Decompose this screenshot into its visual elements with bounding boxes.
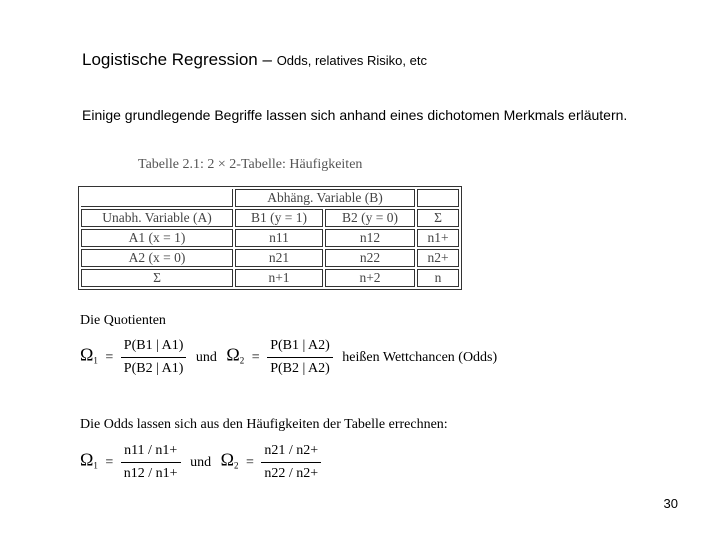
- fraction-freq-1: [121, 443, 181, 482]
- table-cell: n: [417, 269, 459, 287]
- omega-symbol: Ω: [80, 449, 94, 470]
- table-row: [81, 269, 459, 287]
- omega-symbol: Ω: [226, 344, 240, 365]
- table-cell: n2+: [417, 249, 459, 267]
- table-row: [81, 249, 459, 267]
- table-cell: Unabh. Variable (A): [81, 209, 233, 227]
- table-cell: B2 (y = 0): [325, 209, 415, 227]
- table-row: [81, 229, 459, 247]
- equals-sign: =: [105, 349, 114, 365]
- odds-formula-probabilities: [80, 338, 503, 377]
- und-word: und: [190, 454, 212, 470]
- table-cell-blank-sum: [417, 189, 459, 207]
- slide-title: [82, 50, 427, 70]
- table-cell: n22: [325, 249, 415, 267]
- table-caption: Tabelle 2.1: 2 × 2-Tabelle: Häufigkeiten: [138, 157, 363, 172]
- table-cell: n+2: [325, 269, 415, 287]
- table-cell: A1 (x = 1): [81, 229, 233, 247]
- subscript: 1: [93, 355, 98, 366]
- table-cell: n11: [235, 229, 323, 247]
- numerator: P(B1 | A1): [121, 338, 187, 358]
- table-cell: n12: [325, 229, 415, 247]
- denominator: P(B2 | A1): [123, 361, 184, 376]
- table-cell: n21: [235, 249, 323, 267]
- table-cell: B1 (y = 1): [235, 209, 323, 227]
- omega-symbol: Ω: [220, 449, 234, 470]
- table-cell: n1+: [417, 229, 459, 247]
- table-cell: A2 (x = 0): [81, 249, 233, 267]
- table-header-dependent: Abhäng. Variable (B): [235, 189, 415, 207]
- numerator: n11 / n1+: [121, 443, 181, 463]
- subscript: 1: [93, 460, 98, 471]
- intro-text: Einige grundlegende Begriffe lassen sich anhand eines dichotomen Merkmals erläutern.: [82, 107, 628, 123]
- omega-symbol: Ω: [80, 344, 94, 365]
- frequency-table: [78, 186, 462, 290]
- subscript: 2: [233, 460, 239, 471]
- odds-suffix: heißen Wettchancen (Odds): [342, 349, 498, 365]
- numerator: n21 / n2+: [261, 443, 321, 463]
- equals-sign: =: [105, 454, 114, 470]
- numerator: P(B1 | A2): [267, 338, 333, 358]
- table-cell: Σ: [417, 209, 459, 227]
- subscript: 2: [239, 355, 245, 366]
- fraction-odds-1: [121, 338, 187, 377]
- denominator: P(B2 | A2): [270, 361, 330, 376]
- denominator: n12 / n1+: [123, 466, 178, 481]
- table-cell: n+1: [235, 269, 323, 287]
- fraction-odds-2: [267, 338, 333, 377]
- table-header-row: [81, 189, 459, 207]
- denominator: n22 / n2+: [264, 466, 319, 481]
- table-row: [81, 209, 459, 227]
- und-word: und: [195, 349, 217, 365]
- title-main: Logistische Regression –: [82, 50, 272, 69]
- table-cell-blank: [81, 189, 233, 207]
- odds-formula-frequencies: [80, 443, 321, 482]
- table-cell: Σ: [81, 269, 233, 287]
- section2-label: Die Odds lassen sich aus den Häufigkeiten der Tabelle errechnen:: [80, 417, 448, 432]
- title-sub: Odds, relatives Risiko, etc: [276, 53, 427, 68]
- section1-label: Die Quotienten: [80, 313, 166, 328]
- fraction-freq-2: [261, 443, 321, 482]
- equals-sign: =: [245, 454, 254, 470]
- page-number: 30: [663, 496, 678, 511]
- equals-sign: =: [251, 349, 260, 365]
